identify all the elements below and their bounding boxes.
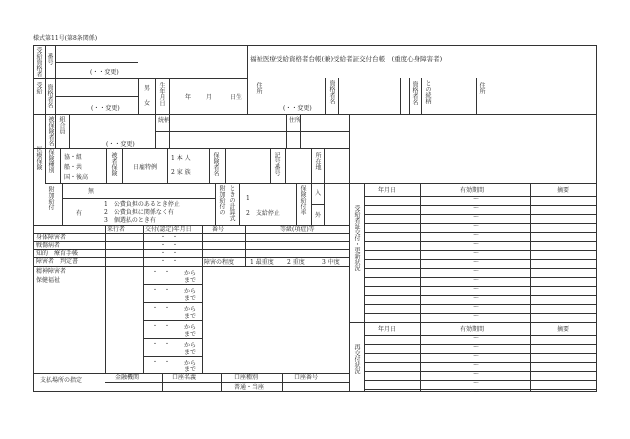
dis-row-6: 保健福祉 — [36, 277, 61, 284]
line — [33, 78, 247, 79]
row-line — [364, 304, 597, 305]
line — [202, 225, 203, 373]
line — [55, 45, 56, 114]
frame-right — [596, 45, 597, 391]
line — [245, 257, 246, 266]
account-types: 普通・当座 — [234, 384, 265, 391]
address-change: (・・変更) — [283, 105, 312, 112]
line — [62, 183, 63, 225]
row-line — [364, 259, 597, 260]
from-label-6: から — [184, 360, 197, 367]
recipient-name-label-2: 資格者名 — [328, 80, 335, 104]
stop-label: ときの計算式 — [228, 185, 235, 221]
line — [138, 78, 139, 114]
from-label-1: から — [184, 270, 197, 277]
to-label-1: まで — [184, 277, 197, 284]
line — [155, 131, 349, 132]
line — [221, 373, 222, 391]
payment-location-label: 支払場所の指定 — [40, 377, 83, 384]
line — [33, 249, 349, 250]
line — [338, 78, 339, 114]
period-tilde: ～ — [473, 214, 480, 221]
row-line — [364, 389, 597, 390]
line — [311, 148, 312, 183]
period-tilde: ～ — [473, 196, 480, 203]
row-line — [364, 277, 597, 278]
reissue-status-label: 再交付状況 — [353, 344, 360, 374]
from-date-6: ・ ・ — [152, 359, 171, 366]
insured-change: (・・変更) — [106, 141, 135, 148]
period-tilde: ～ — [473, 268, 480, 275]
insurance-type-3[interactable]: 国・後高 — [64, 174, 89, 181]
line — [143, 356, 202, 357]
row-line — [364, 380, 597, 381]
issue-date-header: 年月日 — [378, 187, 397, 194]
account-name-header: 口座名義 — [172, 374, 197, 381]
row-line — [364, 371, 597, 372]
name-side-label: 資格者名 — [411, 81, 418, 105]
address-label-3: 住所 — [289, 117, 302, 124]
additional-option-3[interactable]: 3 個選払のとき有 — [104, 217, 156, 224]
line — [155, 78, 156, 114]
line — [62, 198, 215, 199]
period-tilde: ～ — [473, 335, 480, 342]
from-label-5: から — [184, 342, 197, 349]
reissue-date-header: 年月日 — [378, 326, 397, 333]
line — [33, 241, 349, 242]
calc-option-2[interactable]: 2 支給停止 — [246, 210, 280, 217]
line — [33, 257, 349, 258]
line — [364, 196, 597, 197]
period-tilde: ～ — [473, 232, 480, 239]
dis-row-3: 知的 療育手帳 — [36, 250, 79, 257]
line — [209, 148, 210, 183]
outpatient-label: 外 — [315, 212, 322, 219]
line — [324, 183, 325, 225]
line — [60, 148, 61, 183]
from-label-4: から — [184, 324, 197, 331]
line — [325, 78, 326, 114]
row-line — [364, 344, 597, 345]
person-option-1[interactable]: 1 本 人 — [171, 155, 191, 162]
relation-label: 続柄 — [158, 117, 171, 124]
dis-header-1: 来行者 — [107, 226, 126, 233]
insurer-label: 保険者名 — [212, 152, 219, 176]
line — [162, 373, 163, 391]
line — [349, 322, 597, 323]
period-tilde: ～ — [473, 362, 480, 369]
person-option-2[interactable]: 2 家 族 — [171, 169, 191, 176]
period-tilde: ～ — [473, 313, 480, 320]
from-date-2: ・ ・ — [152, 287, 171, 294]
account-type-header: 口座種別 — [234, 374, 259, 381]
period-tilde: ～ — [473, 304, 480, 311]
line — [33, 266, 349, 267]
to-label-4: まで — [184, 331, 197, 338]
line — [69, 114, 70, 148]
degree-option-3[interactable]: 3 中度 — [322, 259, 340, 266]
line — [105, 382, 349, 383]
period-tilde: ～ — [473, 259, 480, 266]
dis-date-2: ・ ・ — [160, 242, 179, 249]
issue-period-header: 有効期間 — [460, 187, 485, 194]
number-change: (・・変更) — [90, 69, 119, 76]
row-line — [364, 268, 597, 269]
period-tilde: ～ — [473, 353, 480, 360]
line — [167, 148, 168, 183]
address-label-2: 住所 — [478, 82, 485, 94]
year-label: 年 — [185, 94, 192, 101]
line — [33, 233, 349, 234]
to-label-6: まで — [184, 366, 197, 373]
line — [55, 62, 138, 63]
line — [45, 114, 46, 183]
form-number: 様式第11号(第8条関係) — [33, 35, 98, 42]
dis-header-2: 交付(認定)年月日 — [145, 226, 192, 233]
period-tilde: ～ — [473, 250, 480, 257]
dis-row-2: 戦傷病者 — [36, 242, 61, 249]
dis-header-4: 等級(項症)等 — [280, 226, 315, 233]
line — [215, 183, 216, 225]
number-label: 番号 — [46, 53, 53, 65]
line — [143, 284, 202, 285]
row-line — [364, 362, 597, 363]
payment-rate-label: 保険給付率 — [299, 185, 306, 215]
row-line — [364, 232, 597, 233]
recipient-no-label: 受給資格者 — [35, 47, 42, 77]
inpatient-label: 入 — [315, 190, 322, 197]
line — [143, 338, 202, 339]
line — [296, 183, 297, 225]
reissue-period-header: 有効期間 — [460, 326, 485, 333]
line — [55, 96, 138, 97]
line — [349, 114, 350, 391]
line — [421, 78, 422, 114]
insured-name-label: 被保険者名 — [47, 116, 54, 146]
dis-date-1: ・ ・ — [160, 234, 179, 241]
period-tilde: ～ — [473, 344, 480, 351]
from-date-4: ・ ・ — [152, 323, 171, 330]
recipient-label: 受給 — [35, 82, 42, 94]
line — [400, 78, 401, 114]
line — [476, 78, 477, 114]
dis-row-4: 障害者 判定書 — [36, 258, 79, 265]
dis-row-5: 精神障害者 — [36, 268, 67, 275]
group-label: 組合員 — [58, 116, 65, 134]
frame-left — [33, 45, 34, 391]
from-label-3: から — [184, 306, 197, 313]
from-date-1: ・ ・ — [152, 269, 171, 276]
period-tilde: ～ — [473, 205, 480, 212]
line — [324, 148, 325, 183]
additional-payment-label: 附加給付の — [218, 185, 225, 215]
to-label-5: まで — [184, 349, 197, 356]
location-label: 所在地 — [314, 152, 321, 170]
dependant-label: 被者保険 — [110, 152, 117, 176]
account-no-header: 口座番号 — [294, 374, 319, 381]
line — [45, 183, 349, 184]
birth-label: 生年月日 — [158, 82, 165, 106]
frame-bottom — [33, 391, 597, 392]
line — [247, 78, 248, 114]
to-label-3: まで — [184, 313, 197, 320]
issue-note-header: 摘要 — [557, 187, 570, 194]
row-line — [364, 241, 597, 242]
line — [285, 148, 286, 183]
reissue-note-header: 摘要 — [557, 326, 570, 333]
medical-label: 医療保険 — [35, 146, 42, 170]
line — [245, 225, 246, 257]
row-line — [364, 223, 597, 224]
line — [409, 78, 410, 114]
period-tilde: ～ — [473, 295, 480, 302]
line — [106, 148, 107, 183]
insurance-type-1[interactable]: 協・組 — [64, 154, 83, 161]
name-change: (・・変更) — [91, 105, 120, 112]
row-line — [364, 205, 597, 206]
dis-row-1: 身体障害者 — [36, 234, 67, 241]
line — [169, 78, 170, 114]
dis-date-4: ・ ・ — [160, 258, 179, 265]
none-option[interactable]: 無 — [88, 188, 95, 195]
row-line — [364, 250, 597, 251]
row-line — [364, 286, 597, 287]
insurance-type-2[interactable]: 船・共 — [64, 164, 83, 171]
degree-option-1[interactable]: 1 最重度 — [250, 259, 274, 266]
issue-status-label: 受給者証交付・更新状況 — [353, 205, 360, 271]
row-line — [364, 313, 597, 314]
from-date-5: ・ ・ — [152, 341, 171, 348]
period-tilde: ～ — [473, 223, 480, 230]
line — [349, 183, 597, 184]
period-tilde: ～ — [473, 241, 480, 248]
name-label: 資格者名 — [46, 84, 53, 108]
month-label: 月 — [206, 94, 213, 101]
degree-option-2[interactable]: 2 重度 — [287, 259, 305, 266]
form-title: 福祉医療受給資格者台帳(兼)受給者証交付台帳 (重度心身障害者) — [250, 55, 443, 63]
code-label: 記号番号 — [273, 152, 280, 176]
line — [364, 335, 597, 336]
day-special-label[interactable]: 日雇特例 — [133, 164, 158, 171]
from-date-3: ・ ・ — [152, 305, 171, 312]
line — [45, 148, 349, 149]
row-line — [364, 295, 597, 296]
period-tilde: ～ — [473, 277, 480, 284]
line — [270, 148, 271, 183]
degree-label: 障害の程度 — [204, 259, 235, 266]
insurance-kind-label: 保険種別 — [47, 149, 54, 173]
from-label-2: から — [184, 288, 197, 295]
bank-header: 金融機関 — [115, 374, 140, 381]
line — [143, 225, 144, 373]
address-label: 住所 — [255, 82, 262, 94]
dis-header-3: 番号 — [212, 226, 225, 233]
line — [282, 373, 283, 391]
line — [122, 148, 123, 183]
line — [105, 225, 106, 373]
dis-date-3: ・ ・ — [160, 250, 179, 257]
row-line — [364, 353, 597, 354]
day-label: 日生 — [230, 94, 243, 101]
line — [311, 204, 324, 205]
additional-option-2[interactable]: 2 公費負担に関係なく有 — [104, 209, 174, 216]
row-line — [364, 214, 597, 215]
additional-label: 附加給付 — [47, 186, 54, 210]
calc-option-1[interactable]: 1 — [246, 195, 250, 202]
line — [225, 148, 226, 183]
line — [143, 320, 202, 321]
female-option[interactable]: 女 — [144, 100, 151, 107]
additional-option-1[interactable]: 1 公費負担のあるとき停止 — [104, 201, 180, 208]
line — [143, 302, 202, 303]
relationship-label: との続柄 — [424, 80, 431, 104]
period-tilde: ～ — [473, 371, 480, 378]
period-tilde: ～ — [473, 380, 480, 387]
line — [33, 114, 597, 115]
male-option[interactable]: 男 — [144, 85, 151, 92]
exists-option[interactable]: 有 — [76, 210, 83, 217]
frame-top — [33, 45, 597, 46]
period-tilde: ～ — [473, 286, 480, 293]
line — [239, 183, 240, 225]
to-label-2: まで — [184, 295, 197, 302]
period-tilde: ～ — [473, 389, 480, 396]
line — [55, 114, 56, 148]
